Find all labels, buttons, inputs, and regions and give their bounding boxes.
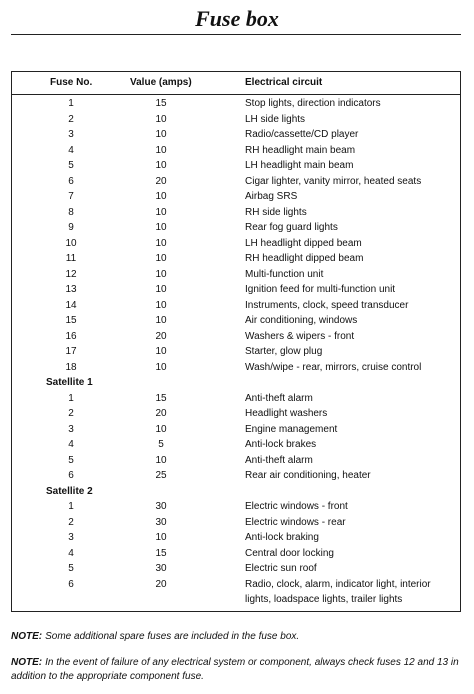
fuse-number: 5 (68, 563, 74, 574)
circuit-name: Anti-theft alarm (245, 454, 313, 466)
table-row (12, 220, 460, 236)
circuit-name: Cigar lighter, vanity mirror, heated seats (245, 175, 422, 187)
circuit-name: Airbag SRS (245, 191, 298, 202)
circuit-name: Air conditioning, windows (245, 315, 358, 326)
fuse-amps: 15 (155, 392, 167, 404)
fuse-number: 4 (68, 547, 74, 559)
fuse-number: 1 (68, 98, 74, 109)
fuse-amps: 10 (155, 284, 167, 295)
circuit-name: Anti-lock braking (245, 532, 319, 543)
table-row (12, 112, 460, 128)
fuse-number: 3 (68, 532, 74, 543)
fuse-number: 13 (65, 284, 77, 295)
circuit-name: Engine management (245, 423, 338, 435)
fuse-amps: 10 (155, 144, 167, 156)
table-row (12, 267, 460, 283)
table-row (12, 468, 460, 484)
note-text: In the event of failure of any electrical system or component, always check fuses 12 and 13 in addition to the appropriate component fuse. (11, 657, 459, 682)
circuit-name: Electric sun roof (245, 563, 317, 574)
circuit-name: Electric windows - rear (245, 516, 346, 528)
table-row (12, 499, 460, 515)
table-body (12, 96, 460, 608)
table-row (12, 515, 460, 531)
circuit-name: Washers & wipers - front (245, 330, 355, 342)
fuse-amps: 30 (155, 501, 167, 512)
circuit-name: Anti-lock brakes (245, 439, 317, 450)
circuit-name: Wash/wipe - rear, mirrors, cruise control (245, 361, 422, 373)
table-row (12, 530, 460, 546)
fuse-number: 2 (68, 516, 74, 528)
title-divider (11, 34, 461, 35)
table-row (12, 282, 460, 298)
table-row (12, 158, 460, 174)
fuse-number: 2 (68, 408, 74, 419)
fuse-amps: 10 (155, 454, 167, 466)
table-row (12, 546, 460, 562)
table-row (12, 360, 460, 376)
fuse-number: 3 (68, 423, 74, 435)
fuse-number: 6 (68, 175, 74, 187)
table-row (12, 143, 460, 159)
circuit-name: RH headlight dipped beam (245, 253, 364, 264)
table-row (12, 96, 460, 112)
table-row (12, 174, 460, 190)
fuse-amps: 15 (155, 547, 167, 559)
fuse-table (11, 71, 461, 612)
note-text: Some additional spare fuses are included in the fuse box. (45, 631, 300, 642)
fuse-amps: 20 (155, 330, 167, 342)
fuse-amps: 10 (155, 129, 167, 140)
fuse-amps: 10 (155, 315, 167, 326)
fuse-amps: 10 (155, 206, 167, 218)
fuse-number: 15 (65, 315, 77, 326)
circuit-name: Central door locking (245, 547, 334, 559)
circuit-name: Radio, clock, alarm, indicator light, interior lights, loadspace lights, trailer lights (245, 578, 431, 605)
fuse-number: 6 (68, 578, 74, 590)
circuit-name: Headlight washers (245, 408, 328, 419)
fuse-amps: 10 (155, 346, 167, 357)
fuse-number: 5 (68, 454, 74, 466)
note-check-fuses (11, 656, 461, 684)
group-heading-label: Satellite 1 (46, 377, 93, 388)
fuse-number: 6 (68, 470, 74, 481)
circuit-name: Electric windows - front (245, 501, 348, 512)
table-row (12, 329, 460, 345)
header-divider (12, 94, 460, 95)
circuit-name: RH headlight main beam (245, 144, 356, 156)
circuit-name: Stop lights, direction indicators (245, 98, 381, 109)
fuse-amps: 30 (155, 516, 167, 528)
table-row (12, 344, 460, 360)
circuit-name: Ignition feed for multi-function unit (245, 284, 396, 295)
circuit-name: Rear fog guard lights (245, 222, 338, 233)
page-title: Fuse box (195, 6, 279, 31)
table-row (12, 406, 460, 422)
table-row (12, 205, 460, 221)
fuse-amps: 10 (155, 113, 167, 125)
fuse-amps: 10 (155, 253, 167, 264)
circuit-name: Radio/cassette/CD player (245, 129, 359, 140)
fuse-number: 3 (68, 129, 74, 140)
fuse-amps: 10 (155, 191, 167, 202)
table-row (12, 127, 460, 143)
fuse-amps: 30 (155, 563, 167, 574)
fuse-amps: 20 (155, 408, 167, 419)
fuse-number: 17 (65, 346, 77, 357)
header-value-amps: Value (amps) (130, 77, 192, 88)
fuse-amps: 10 (155, 299, 167, 311)
circuit-name: Rear air conditioning, heater (245, 470, 371, 481)
group-heading-label: Satellite 2 (46, 485, 93, 497)
table-row (12, 577, 460, 608)
note-label: NOTE: (11, 657, 43, 668)
circuit-name: Anti-theft alarm (245, 392, 313, 404)
fuse-number: 4 (68, 439, 74, 450)
fuse-number: 10 (65, 237, 77, 249)
table-row (12, 561, 460, 577)
circuit-name: Multi-function unit (245, 268, 324, 280)
circuit-name: Starter, glow plug (245, 346, 323, 357)
circuit-name: LH side lights (245, 113, 306, 125)
fuse-amps: 10 (155, 160, 167, 171)
fuse-amps: 20 (155, 175, 167, 187)
table-row (12, 236, 460, 252)
fuse-number: 1 (68, 392, 74, 404)
note-spare-fuses (11, 630, 461, 644)
circuit-name: Instruments, clock, speed transducer (245, 299, 409, 311)
header-electrical-circuit: Electrical circuit (245, 77, 323, 88)
fuse-amps: 10 (155, 222, 167, 233)
group-heading (12, 375, 460, 391)
fuse-amps: 10 (155, 423, 167, 435)
fuse-number: 1 (68, 501, 74, 512)
fuse-number: 16 (65, 330, 77, 342)
circuit-name: RH side lights (245, 206, 307, 218)
table-row (12, 437, 460, 453)
fuse-number: 5 (68, 160, 74, 171)
table-row (12, 189, 460, 205)
circuit-name: LH headlight main beam (245, 160, 354, 171)
fuse-amps: 25 (155, 470, 167, 481)
fuse-number: 14 (65, 299, 77, 311)
table-row (12, 313, 460, 329)
table-row (12, 251, 460, 267)
fuse-number: 7 (68, 191, 74, 202)
fuse-amps: 10 (155, 532, 167, 543)
fuse-amps: 15 (155, 98, 167, 109)
fuse-number: 12 (65, 268, 77, 280)
header-fuse-no: Fuse No. (50, 77, 93, 88)
fuse-number: 4 (68, 144, 74, 156)
table-header (12, 72, 460, 95)
table-row (12, 391, 460, 407)
fuse-amps: 10 (155, 361, 167, 373)
note-label: NOTE: (11, 631, 43, 642)
fuse-amps: 5 (158, 439, 164, 450)
fuse-number: 9 (68, 222, 74, 233)
fuse-number: 18 (65, 361, 77, 373)
fuse-amps: 10 (155, 237, 167, 249)
fuse-amps: 10 (155, 268, 167, 280)
table-row (12, 453, 460, 469)
fuse-number: 2 (68, 113, 74, 125)
circuit-name: LH headlight dipped beam (245, 237, 362, 249)
table-row (12, 298, 460, 314)
table-row (12, 422, 460, 438)
fuse-amps: 20 (155, 578, 167, 590)
fuse-number: 11 (65, 253, 77, 264)
fuse-number: 8 (68, 206, 74, 218)
group-heading (12, 484, 460, 500)
